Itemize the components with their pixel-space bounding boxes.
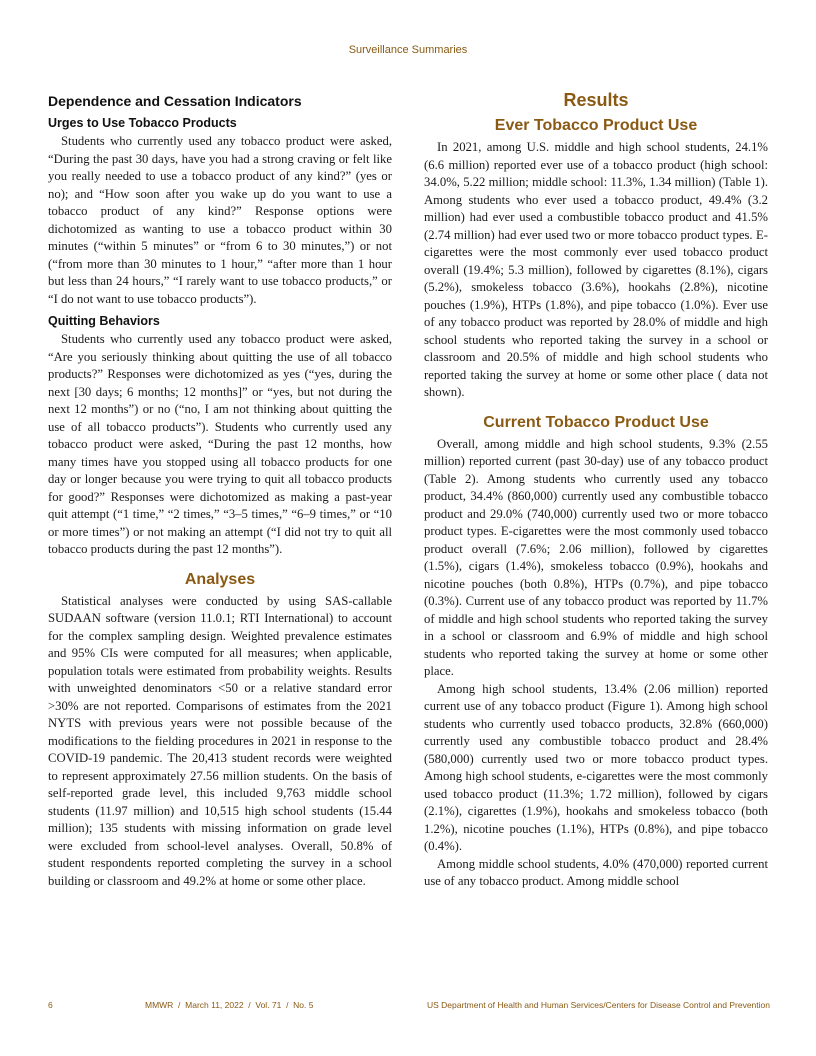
analyses-heading: Analyses [184, 570, 256, 588]
current-use-paragraph: Overall, among middle and high school students, 9.3% (2.55 million) reported current (past 30-day) use of any tobacco product (Table 2). Among students who currently used any tobacco product, 34.4% (860,000) currently used any combustible tobacco product and 29.0% (740,000) currently used two or more tobacco product types. E-cigarettes were the most commonly used tobacco product overall (7.6%; 2.06 million), followed by cigarettes (1.5%), cigars (1.4%), smokeless tobacco (0.9%), hookahs and nicotine pouches (both 0.8%), HTPs (0.7%), and pipe tobacco (0.3%). Current use of any tobacco product was reported by 11.7% of middle and high school students who reported taking the survey in a school or classroom and 6.9% of middle and high school students who reported taking the survey at home or some other place. [424, 436, 768, 678]
high-school-paragraph: Among high school students, 13.4% (2.06 million) reported current use of any tobacco product (Figure 1). Among high school students who currently used tobacco products, 32.8% (660,000) currently used any combustible tobacco product and 28.4% (580,000) currently used two or more tobacco product types. Among high school students, e-cigarettes were the most commonly used tobacco product (11.3%; 1.72 million), followed by cigars (2.1%), cigarettes (1.9%), hookahs and smokeless tobacco (both 1.2%), nicotine pouches (1.1%), HTPs (0.8%), and pipe tobacco (0.4%). [424, 681, 768, 853]
analyses-paragraph: Statistical analyses were conducted by using SAS-callable SUDAAN software (version 11.0.1; RTI International) to account for the complex sampling design. Weighted prevalence estimates and 95% CIs were computed for all measures; when applicable, population totals were estimated from probability weights. Results with unweighted denominators <50 or a relative standard error >30% are not reported. Comparisons of estimates from the 2021 NYTS with previous years were not possible because of the modifications to the fielding procedures in 2021 in response to the COVID-19 pandemic. The 20,413 student records were weighted to represent approximately 27.56 million students. On the basis of self-reported grade level, this included 9,763 middle school students (11.97 million) and 10,515 high school students (15.44 million); 135 students with missing information on grade level were excluded from school-level analyses. Overall, 50.8% of student respondents reported completing the survey in a school building or classroom and 49.2% at home or some other place. [48, 593, 392, 888]
department-credit: US Department of Health and Human Services/Centers for Disease Control and Prevention [426, 1000, 770, 1010]
left-column [48, 93, 392, 890]
page-number: 6 [48, 1000, 53, 1010]
results-heading: Results [563, 90, 629, 110]
middle-school-paragraph: Among middle school students, 4.0% (470,000) reported current use of any tobacco product. Among middle school [424, 856, 768, 888]
quitting-paragraph: Students who currently used any tobacco product were asked, “Are you seriously thinking about quitting the use of all tobacco products?” Responses were dichotomized as yes (“yes, during the next [30 days; 6 months; 12 months]” or “yes, but not during the next 12 months”) or no (“no, I am not thinking about quitting the use of all tobacco products”). Students who currently used any tobacco product were asked, “During the past 12 months, how many times have you stopped using all tobacco products for one day or longer because you were trying to quit all tobacco products for good?” Responses were dichotomized as making a past-year quit attempt (“1 time,” “2 times,” “3–5 times,” “6–9 times,” or “10 or more times”) or not making an attempt (“I did not try to quit all tobacco products during the past 12 months”). [48, 332, 392, 556]
urges-paragraph: Students who currently used any tobacco product were asked, “During the past 30 days, have you had a strong craving or felt like you really needed to use a tobacco product of any kind?” (yes or no); and “How soon after you wake up do you want to use a tobacco product of any kind?” Response options were dichotomized as wanting to use a tobacco product within 30 minutes (“within 5 minutes” or “from 6 to 30 minutes,”) or not (“from more than 30 minutes to 1 hour,” “after more than 1 hour but less than 24 hours,” “I rarely want to use tobacco products,” or “I do not want to use tobacco products”). [48, 134, 392, 306]
right-column [424, 90, 768, 891]
issue-info: MMWR / March 11, 2022 / Vol. 71 / No. 5 [145, 1000, 314, 1010]
quitting-subheading: Quitting Behaviors [48, 314, 160, 328]
current-use-heading: Current Tobacco Product Use [483, 413, 709, 431]
running-head: Surveillance Summaries [348, 44, 468, 56]
dependence-heading: Dependence and Cessation Indicators [48, 93, 302, 109]
urges-subheading: Urges to Use Tobacco Products [48, 116, 237, 130]
ever-use-heading: Ever Tobacco Product Use [494, 117, 698, 134]
ever-use-paragraph: In 2021, among U.S. middle and high school students, 24.1% (6.6 million) reported ever use of a tobacco product (high school: 34.0%, 5.22 million; middle school: 11.3%, 1.34 million) (Table 1). Among students who ever used a tobacco product, 49.4% (3.2 million) had ever used a combustible tobacco product and 41.5% (2.74 million) had ever used two or more tobacco product types. E-cigarettes were the most commonly ever used tobacco product overall (19.4%; 5.3 million), followed by cigarettes (8.1%), cigars (5.2%), smokeless tobacco (3.6%), hookahs (2.8%), nicotine pouches (1.9%), HTPs (1.8%), and pipe tobacco (1.0%). Ever use of any tobacco product was reported by 28.0% of middle and high school students who reported taking the survey in a school or classroom and 20.5% of middle and high school students who reported taking the survey at home or some other place ( data not shown). [424, 140, 768, 399]
